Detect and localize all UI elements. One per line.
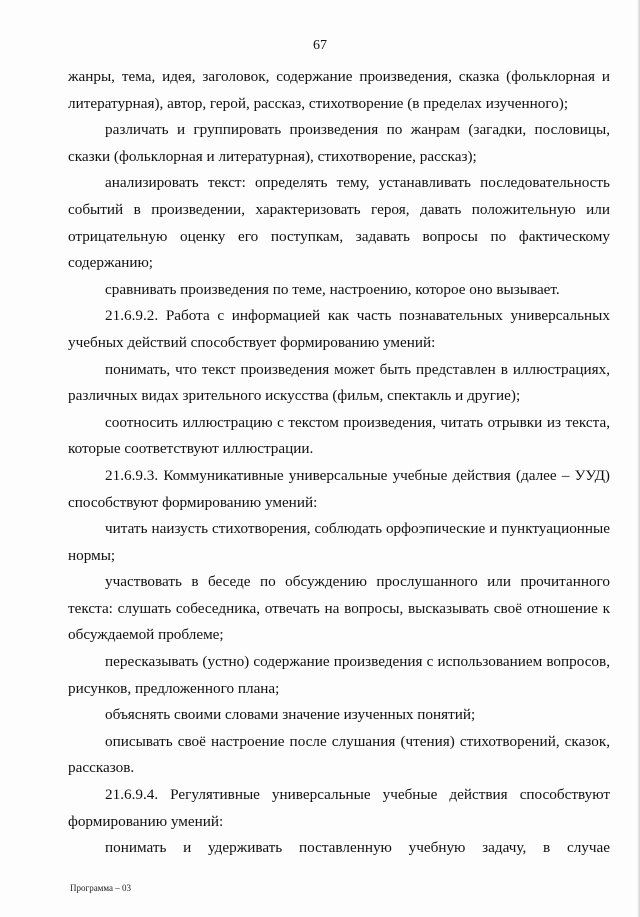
paragraph: пересказывать (устно) содержание произведения с использованием вопросов, рисунков, предложенного плана; xyxy=(68,653,610,697)
paragraph: соотносить иллюстрацию с текстом произведения, читать отрывки из текста, которые соответствуют иллюстрации. xyxy=(68,413,610,458)
paragraph: понимать, что текст произведения может быть представлен в иллюстрациях, различных видах зрительного искусства (фильм, спектакль и другие); xyxy=(68,360,610,405)
section-paragraph: 21.6.9.2. Работа с информацией как часть познавательных универсальных учебных действий способствует формированию умений: xyxy=(68,307,610,351)
document-body xyxy=(68,64,610,862)
section-paragraph: 21.6.9.4. Регулятивные универсальные учебные действия способствуют формированию умений: xyxy=(68,786,610,830)
paragraph: читать наизусть стихотворения, соблюдать орфоэпические и пунктуационные нормы; xyxy=(68,520,610,564)
paragraph: описывать своё настроение после слушания (чтения) стихотворений, сказок, рассказов. xyxy=(68,732,610,777)
paragraph: участвовать в беседе по обсуждению прослушанного или прочитанного текста: слушать собеседника, отвечать на вопросы, высказывать своё отношение к обсуждаемой проблеме; xyxy=(68,573,610,644)
paragraph: объяснять своими словами значение изученных понятий; xyxy=(105,706,476,724)
paragraph: сравнивать произведения по теме, настроению, которое оно вызывает. xyxy=(105,280,560,298)
paragraph: понимать и удерживать поставленную учебную задачу, в случае xyxy=(105,839,610,857)
paragraph: анализировать текст: определять тему, устанавливать последовательность событий в произведении, характеризовать героя, давать положительную или отрицательную оценку его поступкам, задавать вопросы по фактическому содержанию; xyxy=(68,174,610,272)
paragraph: различать и группировать произведения по жанрам (загадки, пословицы, сказки (фольклорная и литературная), стихотворение, рассказ); xyxy=(68,121,610,165)
page-number: 67 xyxy=(313,38,327,53)
section-paragraph: 21.6.9.3. Коммуникативные универсальные учебные действия (далее – УУД) способствуют формированию умений: xyxy=(68,466,610,511)
page-footer: Программа – 03 xyxy=(70,883,132,893)
paragraph: жанры, тема, идея, заголовок, содержание произведения, сказка (фольклорная и литературная), автор, герой, рассказ, стихотворение (в пределах изученного); xyxy=(68,68,610,112)
